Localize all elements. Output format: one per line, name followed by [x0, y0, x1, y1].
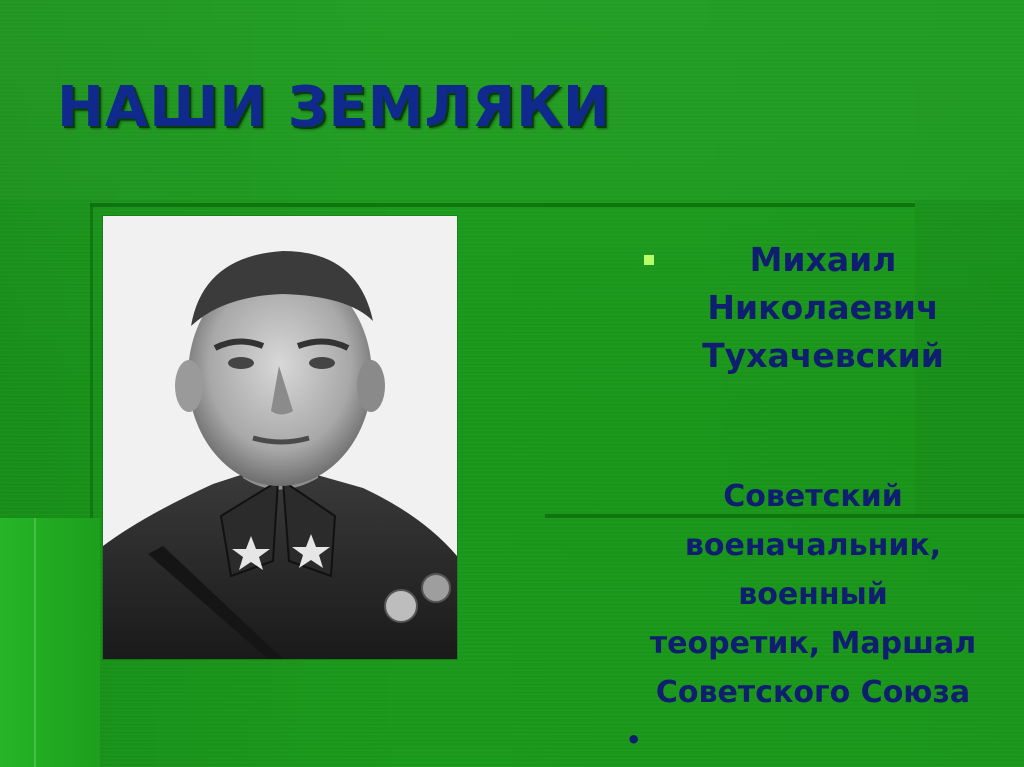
description-line: теоретик, Маршал — [649, 626, 977, 661]
name-line: Николаевич — [707, 288, 939, 327]
dot-bullet-icon: • — [626, 726, 642, 754]
description-line: Советский — [723, 479, 903, 514]
description-line: Советского Союза — [655, 675, 971, 710]
person-name — [618, 236, 1008, 380]
slide-title: НАШИ ЗЕМЛЯКИ — [57, 75, 611, 140]
decorative-stripe — [0, 518, 100, 767]
bullet-entry-description — [618, 472, 1008, 754]
description-line: военный — [738, 577, 888, 612]
decorative-line — [90, 203, 915, 207]
name-line: Михаил — [749, 240, 897, 279]
decorative-line — [90, 203, 93, 518]
text-column — [618, 236, 1008, 754]
square-bullet-icon — [644, 255, 654, 265]
name-line: Тухачевский — [702, 336, 944, 375]
portrait-photo — [103, 216, 457, 659]
description-line: военачальник, — [684, 528, 942, 563]
decorative-line — [34, 518, 36, 767]
person-description — [618, 472, 1008, 717]
bullet-entry-name — [618, 236, 1008, 380]
portrait-image — [103, 216, 457, 659]
